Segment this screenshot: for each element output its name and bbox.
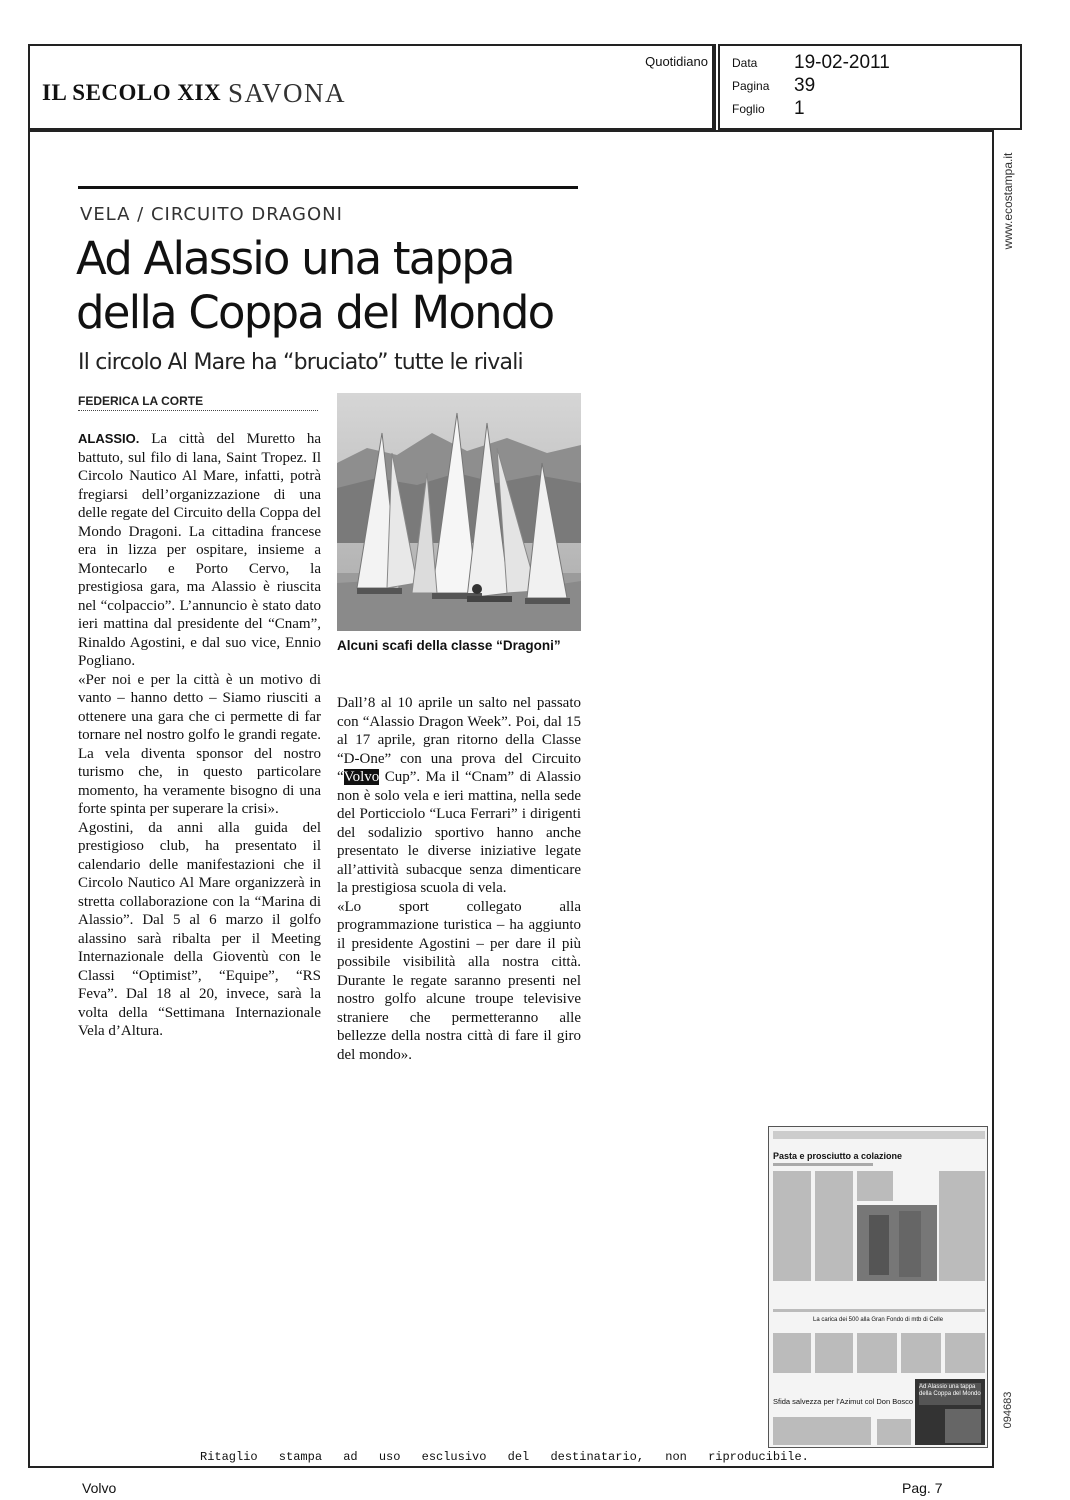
photo-caption: Alcuni scafi della classe “Dragoni”	[337, 638, 561, 653]
reproduction-disclaimer: Ritaglio stampa ad uso esclusivo del destinatario, non riproducibile.	[200, 1450, 809, 1464]
meta-label: Pagina	[732, 79, 770, 93]
headline-line-1: Ad Alassio una tappa	[76, 232, 514, 285]
article-kicker: VELA / CIRCUITO DRAGONI	[80, 204, 343, 225]
sailboats-photo	[337, 393, 581, 631]
paragraph: Agostini, da anni alla guida del prestigioso club, ha presentato il calendario delle manifestazioni che il Circolo Nautico Al Mare organizzerà in stretta collaborazione con la “Marina di Alassio”. Dal 5 al 6 marzo il golfo alassino sarà ribalta per il Meeting Internazionale della Gioventù con le Classi “Optimist”, “Equipe”, “RS Feva”. Dal 18 al 20, invece, sarà la volta della “Settimana Internazionale Vela d’Altura.	[78, 819, 321, 1039]
meta-value: 39	[794, 75, 816, 96]
page-thumbnail	[768, 1126, 988, 1448]
footer-keyword: Volvo	[82, 1480, 117, 1496]
meta-value: 1	[794, 98, 805, 119]
meta-page	[732, 75, 815, 97]
article-headline	[76, 232, 553, 340]
side-url	[998, 146, 1018, 256]
article-byline: FEDERICA LA CORTE	[78, 394, 204, 408]
masthead: IL SECOLO XIX	[42, 80, 222, 105]
paragraph-text: La città del Muretto ha battuto, sul filo di lana, Saint Tropez. Il Circolo Nautico Al Mare, infatti, potrà fregiarsi dell’organizzazione di una delle regate del Circuito della Coppa del Mondo Dragoni. La cittadina francese era in lizza per ospitare, insieme a Montecarlo e Porto Cervo, la prestigiosa gara, ma Alassio è riuscita nel “colpaccio”. L’annuncio è stato dato ieri mattina dal presidente del “Cnam”, Rinaldo Agostini, e dal suo vice, Ennio Pogliano.	[78, 431, 321, 669]
meta-sheet	[732, 98, 805, 120]
article-subhead: Il circolo Al Mare ha “bruciato” tutte le rivali	[78, 350, 523, 375]
meta-date	[732, 52, 890, 74]
paragraph: «Per noi e per la città è un motivo di vanto – hanno detto – Siamo riusciti a ottenere una gara che ci permette di far tornare nel nostro golfo le grandi regate. La vela diventa sponsor del nostro turismo che, in questo particolare momento, ha veramente bisogno di una forte spinta per superare la crisi».	[78, 671, 321, 817]
thumb-headline-article: Ad Alassio una tappa della Coppa del Mondo	[919, 1384, 981, 1397]
headline-line-2: della Coppa del Mondo	[76, 286, 554, 339]
article-column-2	[337, 694, 581, 1064]
header-left-box	[28, 44, 716, 130]
meta-label: Foglio	[732, 102, 765, 116]
footer-page-number: Pag. 7	[902, 1480, 943, 1496]
thumb-headline-mid: La carica dei 500 alla Gran Fondo di mtb di Celle	[813, 1317, 944, 1323]
paragraph: «Lo sport collegato alla programmazione turistica – ha aggiunto il presidente Agostini – per dare il più possibile visibilità alla nostra città. Durante le regate saranno presenti nel nostro golfo alcune troupe televisive straniere che permetteranno alle bellezze della nostra città di fare il giro del mondo».	[337, 898, 581, 1063]
highlighted-keyword: Volvo	[343, 769, 380, 785]
paragraph	[337, 694, 581, 898]
publication-type: Quotidiano	[645, 54, 708, 69]
side-url-text: www.ecostampa.it	[1001, 152, 1015, 250]
dateline: ALASSIO.	[78, 431, 140, 446]
edition-name: SAVONA	[228, 78, 347, 108]
article-top-rule	[78, 186, 578, 189]
byline-rule	[78, 410, 318, 411]
thumb-headline-bottom: Sfida salvezza per l’Azimut col Don Bosco	[773, 1397, 914, 1406]
paragraph-text: Cup”. Ma il “Cnam” di Alassio non è solo vela e ieri mattina, nella sede del Porticciolo “Luca Ferrari” i dirigenti del sodalizio sportivo hanno anche presentato le diverse iniziative legate all’attività subacque senza dimenticare la prestigiosa scuola di vela.	[337, 769, 581, 896]
side-code	[998, 1380, 1018, 1440]
thumb-headline-top: Pasta e prosciutto a colazione	[773, 1151, 903, 1161]
header-meta-box	[718, 44, 1022, 130]
sailboats-illustration	[337, 393, 581, 631]
paragraph-text: Dall’8 al 10 aprile un salto nel passato con “Alassio Dragon Week”. Poi, dal 15 al 17 aprile, gran ritorno della Classe “D-One” con una prova del Circuito “	[337, 695, 581, 785]
meta-label: Data	[732, 56, 758, 70]
paragraph	[78, 430, 321, 671]
side-code-text: 094683	[1002, 1391, 1014, 1429]
meta-value: 19-02-2011	[794, 52, 890, 73]
article-column-1	[78, 430, 321, 1041]
